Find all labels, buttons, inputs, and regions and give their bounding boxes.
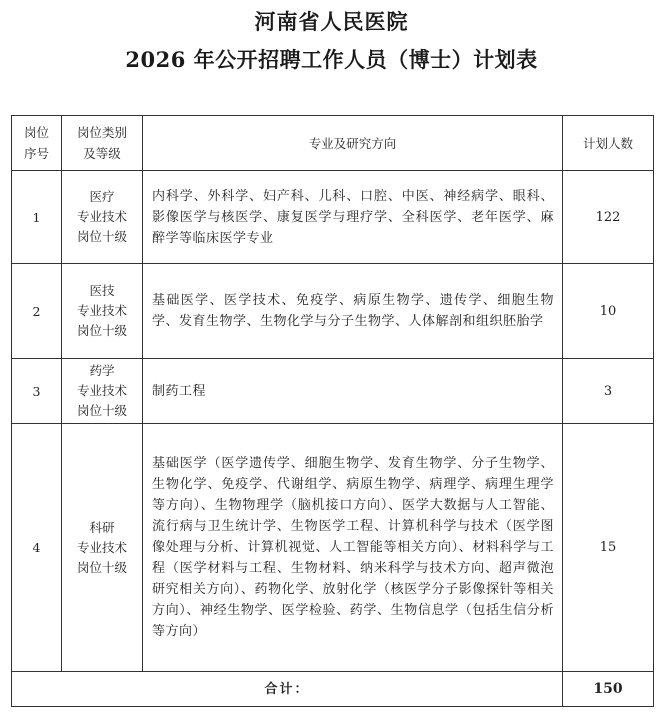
page-subtitle: 2026 年公开招聘工作人员（博士）计划表: [125, 47, 538, 72]
row-category: [62, 264, 143, 359]
table-row: [12, 264, 654, 359]
table-row: [12, 171, 654, 264]
row-major: 基础医学、医学技术、免疫学、病原生物学、遗传学、细胞生物学、发育生物学、生物化学与分子生物学、人体解剖和组织胚胎学: [143, 264, 563, 359]
recruitment-plan-table: [11, 115, 654, 707]
row-major: 内科学、外科学、妇产科、儿科、口腔、中医、神经病学、眼科、影像医学与核医学、康复医学与理疗学、全科医学、老年医学、麻醉学等临床医学专业: [143, 171, 563, 264]
page-title: 河南省人民医院: [254, 9, 409, 34]
row-category-line: 药学: [89, 363, 115, 378]
header-category-line2: 及等级: [83, 146, 121, 161]
row-category-line: 专业技术: [76, 209, 127, 224]
row-category: [62, 424, 143, 672]
table-row: [12, 424, 654, 672]
table-row: [12, 359, 654, 424]
row-count: 15: [563, 424, 654, 672]
row-category-line: 医疗: [89, 189, 115, 204]
row-category-line: 岗位十级: [76, 323, 127, 338]
row-category-line: 岗位十级: [76, 559, 127, 575]
row-count: 3: [563, 359, 654, 424]
row-major: 基础医学（医学遗传学、细胞生物学、发育生物学、分子生物学、生物化学、免疫学、代谢组学、病原生物学、病理学、病理生理学等方向）、生物物理学（脑机接口方向）、医学大数据与人工智能、流行病与卫生统计学、生物医学工程、计算机科学与技术（医学图像处理与分析、计算机视觉、人工智能等相关方向）、材料科学与工程（医学材料与工程、生物材料、纳米科学与技术方向、超声微泡研究相关方向）、药物化学、放射化学（核医学分子影像探针等相关方向）、神经生物学、医学检验、药学、生物信息学（包括生信分析等方向）: [143, 424, 563, 672]
row-count: 122: [563, 171, 654, 264]
row-category-line: 专业技术: [76, 303, 127, 318]
total-label: 合计：: [12, 672, 563, 707]
row-category-line: 岗位十级: [76, 229, 127, 244]
row-major: 制药工程: [143, 359, 563, 424]
header-major: 专业及研究方向: [143, 116, 563, 171]
row-seq: 3: [12, 359, 62, 424]
row-category-line: 专业技术: [76, 383, 127, 398]
total-value: 150: [563, 672, 654, 707]
row-category: [62, 359, 143, 424]
header-count: 计划人数: [563, 116, 654, 171]
row-seq: 1: [12, 171, 62, 264]
row-count: 10: [563, 264, 654, 359]
header-seq: [12, 116, 62, 171]
total-row: [12, 672, 654, 707]
row-category-line: 专业技术: [76, 539, 127, 555]
row-seq: 4: [12, 424, 62, 672]
row-category-line: 医技: [89, 283, 115, 298]
table-header-row: [12, 116, 654, 171]
row-seq: 2: [12, 264, 62, 359]
row-category-line: 岗位十级: [76, 403, 127, 418]
row-category: [62, 171, 143, 264]
row-category-line: 科研: [89, 519, 115, 535]
header-category: [62, 116, 143, 171]
header-category-line1: 岗位类别: [76, 125, 127, 140]
header-seq-line1: 岗位: [23, 125, 49, 140]
header-seq-line2: 序号: [23, 146, 49, 161]
